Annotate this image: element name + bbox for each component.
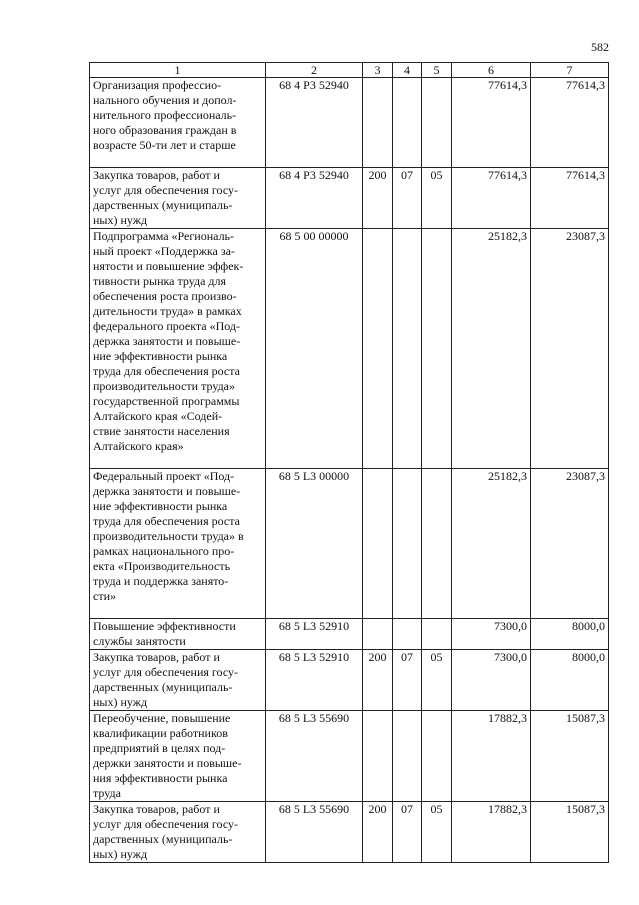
target-code-cell: 68 4 P3 52940	[266, 168, 363, 229]
column-header: 3	[363, 63, 393, 78]
table-row	[90, 650, 609, 711]
target-code-cell: 68 5 00 00000	[266, 229, 363, 469]
item-name-line: Алтайского края»	[93, 439, 184, 453]
item-name-line: услуг для обеспечения госу-	[93, 817, 239, 831]
expense-type-cell: 200	[363, 168, 393, 229]
column-header: 7	[531, 63, 609, 78]
item-name-line: Закупка товаров, работ и	[93, 650, 220, 664]
section-cell	[393, 229, 422, 469]
item-name-line: Повышение эффективности	[93, 619, 236, 633]
column-header: 6	[452, 63, 531, 78]
amount-year1-cell: 77614,3	[452, 168, 531, 229]
item-name-line: держка занятости и повыше-	[93, 484, 241, 498]
item-name-cell	[90, 168, 266, 229]
subsection-cell: 05	[422, 168, 452, 229]
amount-year1-cell: 25182,3	[452, 229, 531, 469]
table-row	[90, 469, 609, 619]
item-name-line: нительного профессиональ-	[93, 108, 237, 122]
item-name-line: предприятий в целях под-	[93, 741, 226, 755]
item-name-line: екта «Производительность	[93, 559, 231, 573]
item-name-line: федерального проекта «Под-	[93, 319, 241, 333]
section-cell	[393, 619, 422, 650]
target-code-cell: 68 5 L3 52910	[266, 619, 363, 650]
item-name-line: Подпрограмма «Региональ-	[93, 229, 235, 243]
table-row	[90, 619, 609, 650]
table-body	[90, 78, 609, 863]
item-name-line: государственной программы	[93, 394, 240, 408]
item-name-line: ный проект «Поддержка за-	[93, 244, 235, 258]
item-name-line: труда	[93, 786, 121, 800]
item-name-line: нального обучения и допол-	[93, 93, 237, 107]
amount-year2-cell: 8000,0	[531, 619, 609, 650]
item-name-line: труда для обеспечения роста	[93, 514, 240, 528]
target-code-cell: 68 5 L3 52910	[266, 650, 363, 711]
item-name-line: услуг для обеспечения госу-	[93, 183, 239, 197]
item-name-line: Организация профессио-	[93, 78, 222, 92]
item-name-line: сти»	[93, 589, 116, 603]
amount-year2-cell: 15087,3	[531, 711, 609, 802]
amount-year1-cell: 17882,3	[452, 802, 531, 863]
item-name-line: ния эффективности рынка	[93, 771, 228, 785]
item-name-cell	[90, 469, 266, 619]
item-name-cell	[90, 711, 266, 802]
subsection-cell	[422, 229, 452, 469]
item-name-line: ных) нужд	[93, 847, 148, 861]
item-name-line: квалификации работников	[93, 726, 228, 740]
column-header: 4	[393, 63, 422, 78]
section-cell: 07	[393, 650, 422, 711]
section-cell: 07	[393, 802, 422, 863]
expense-type-cell: 200	[363, 650, 393, 711]
expense-type-cell: 200	[363, 802, 393, 863]
item-name-line: дарственных (муниципаль-	[93, 832, 233, 846]
subsection-cell	[422, 619, 452, 650]
amount-year2-cell: 23087,3	[531, 469, 609, 619]
expense-type-cell	[363, 711, 393, 802]
expense-type-cell	[363, 469, 393, 619]
item-name-line: дарственных (муниципаль-	[93, 680, 233, 694]
budget-table	[89, 62, 609, 863]
item-name-line: труда и поддержка занято-	[93, 574, 229, 588]
table-row	[90, 711, 609, 802]
item-name-line: Закупка товаров, работ и	[93, 168, 220, 182]
item-name-line: держка занятости и повыше-	[93, 334, 241, 348]
item-name-line: ных) нужд	[93, 213, 148, 227]
item-name-cell	[90, 802, 266, 863]
item-name-line: ние эффективности рынка	[93, 499, 228, 513]
amount-year2-cell: 23087,3	[531, 229, 609, 469]
item-name-line: ствие занятости населения	[93, 424, 230, 438]
item-name-line: возрасте 50-ти лет и старше	[93, 138, 236, 152]
expense-type-cell	[363, 229, 393, 469]
table-row	[90, 78, 609, 168]
item-name-line: ного образования граждан в	[93, 123, 237, 137]
subsection-cell: 05	[422, 650, 452, 711]
item-name-line: производительности труда» в	[93, 529, 244, 543]
subsection-cell: 05	[422, 802, 452, 863]
section-cell: 07	[393, 168, 422, 229]
section-cell	[393, 469, 422, 619]
target-code-cell: 68 5 L3 00000	[266, 469, 363, 619]
item-name-line: Закупка товаров, работ и	[93, 802, 220, 816]
item-name-line: обеспечения роста произво-	[93, 289, 237, 303]
item-name-line: труда для обеспечения роста	[93, 364, 240, 378]
item-name-line: производительности труда»	[93, 379, 236, 393]
amount-year1-cell: 77614,3	[452, 78, 531, 168]
target-code-cell: 68 5 L3 55690	[266, 802, 363, 863]
item-name-cell	[90, 650, 266, 711]
expense-type-cell	[363, 619, 393, 650]
subsection-cell	[422, 469, 452, 619]
item-name-line: Переобучение, повышение	[93, 711, 231, 725]
column-header: 1	[90, 63, 266, 78]
subsection-cell	[422, 711, 452, 802]
item-name-line: ние эффективности рынка	[93, 349, 228, 363]
item-name-line: дительности труда» в рамках	[93, 304, 242, 318]
item-name-line: держки занятости и повыше-	[93, 756, 242, 770]
amount-year1-cell: 7300,0	[452, 619, 531, 650]
item-name-line: нятости и повышение эффек-	[93, 259, 244, 273]
table-row	[90, 168, 609, 229]
amount-year2-cell: 77614,3	[531, 168, 609, 229]
item-name-line: дарственных (муниципаль-	[93, 198, 233, 212]
amount-year2-cell: 15087,3	[531, 802, 609, 863]
item-name-cell	[90, 78, 266, 168]
amount-year2-cell: 77614,3	[531, 78, 609, 168]
item-name-line: Федеральный проект «Под-	[93, 469, 235, 483]
target-code-cell: 68 4 P3 52940	[266, 78, 363, 168]
table-row	[90, 802, 609, 863]
page-number: 582	[591, 40, 609, 54]
column-header: 2	[266, 63, 363, 78]
section-cell	[393, 711, 422, 802]
item-name-line: услуг для обеспечения госу-	[93, 665, 239, 679]
item-name-line: службы занятости	[93, 634, 186, 648]
expense-type-cell	[363, 78, 393, 168]
item-name-line: рамках национального про-	[93, 544, 235, 558]
item-name-line: Алтайского края «Содей-	[93, 409, 223, 423]
amount-year1-cell: 17882,3	[452, 711, 531, 802]
item-name-cell	[90, 229, 266, 469]
subsection-cell	[422, 78, 452, 168]
item-name-line: тивности рынка труда для	[93, 274, 227, 288]
table-header-row	[90, 63, 609, 78]
table-row	[90, 229, 609, 469]
item-name-line: ных) нужд	[93, 695, 148, 709]
section-cell	[393, 78, 422, 168]
item-name-cell	[90, 619, 266, 650]
amount-year1-cell: 25182,3	[452, 469, 531, 619]
amount-year2-cell: 8000,0	[531, 650, 609, 711]
amount-year1-cell: 7300,0	[452, 650, 531, 711]
column-header: 5	[422, 63, 452, 78]
target-code-cell: 68 5 L3 55690	[266, 711, 363, 802]
